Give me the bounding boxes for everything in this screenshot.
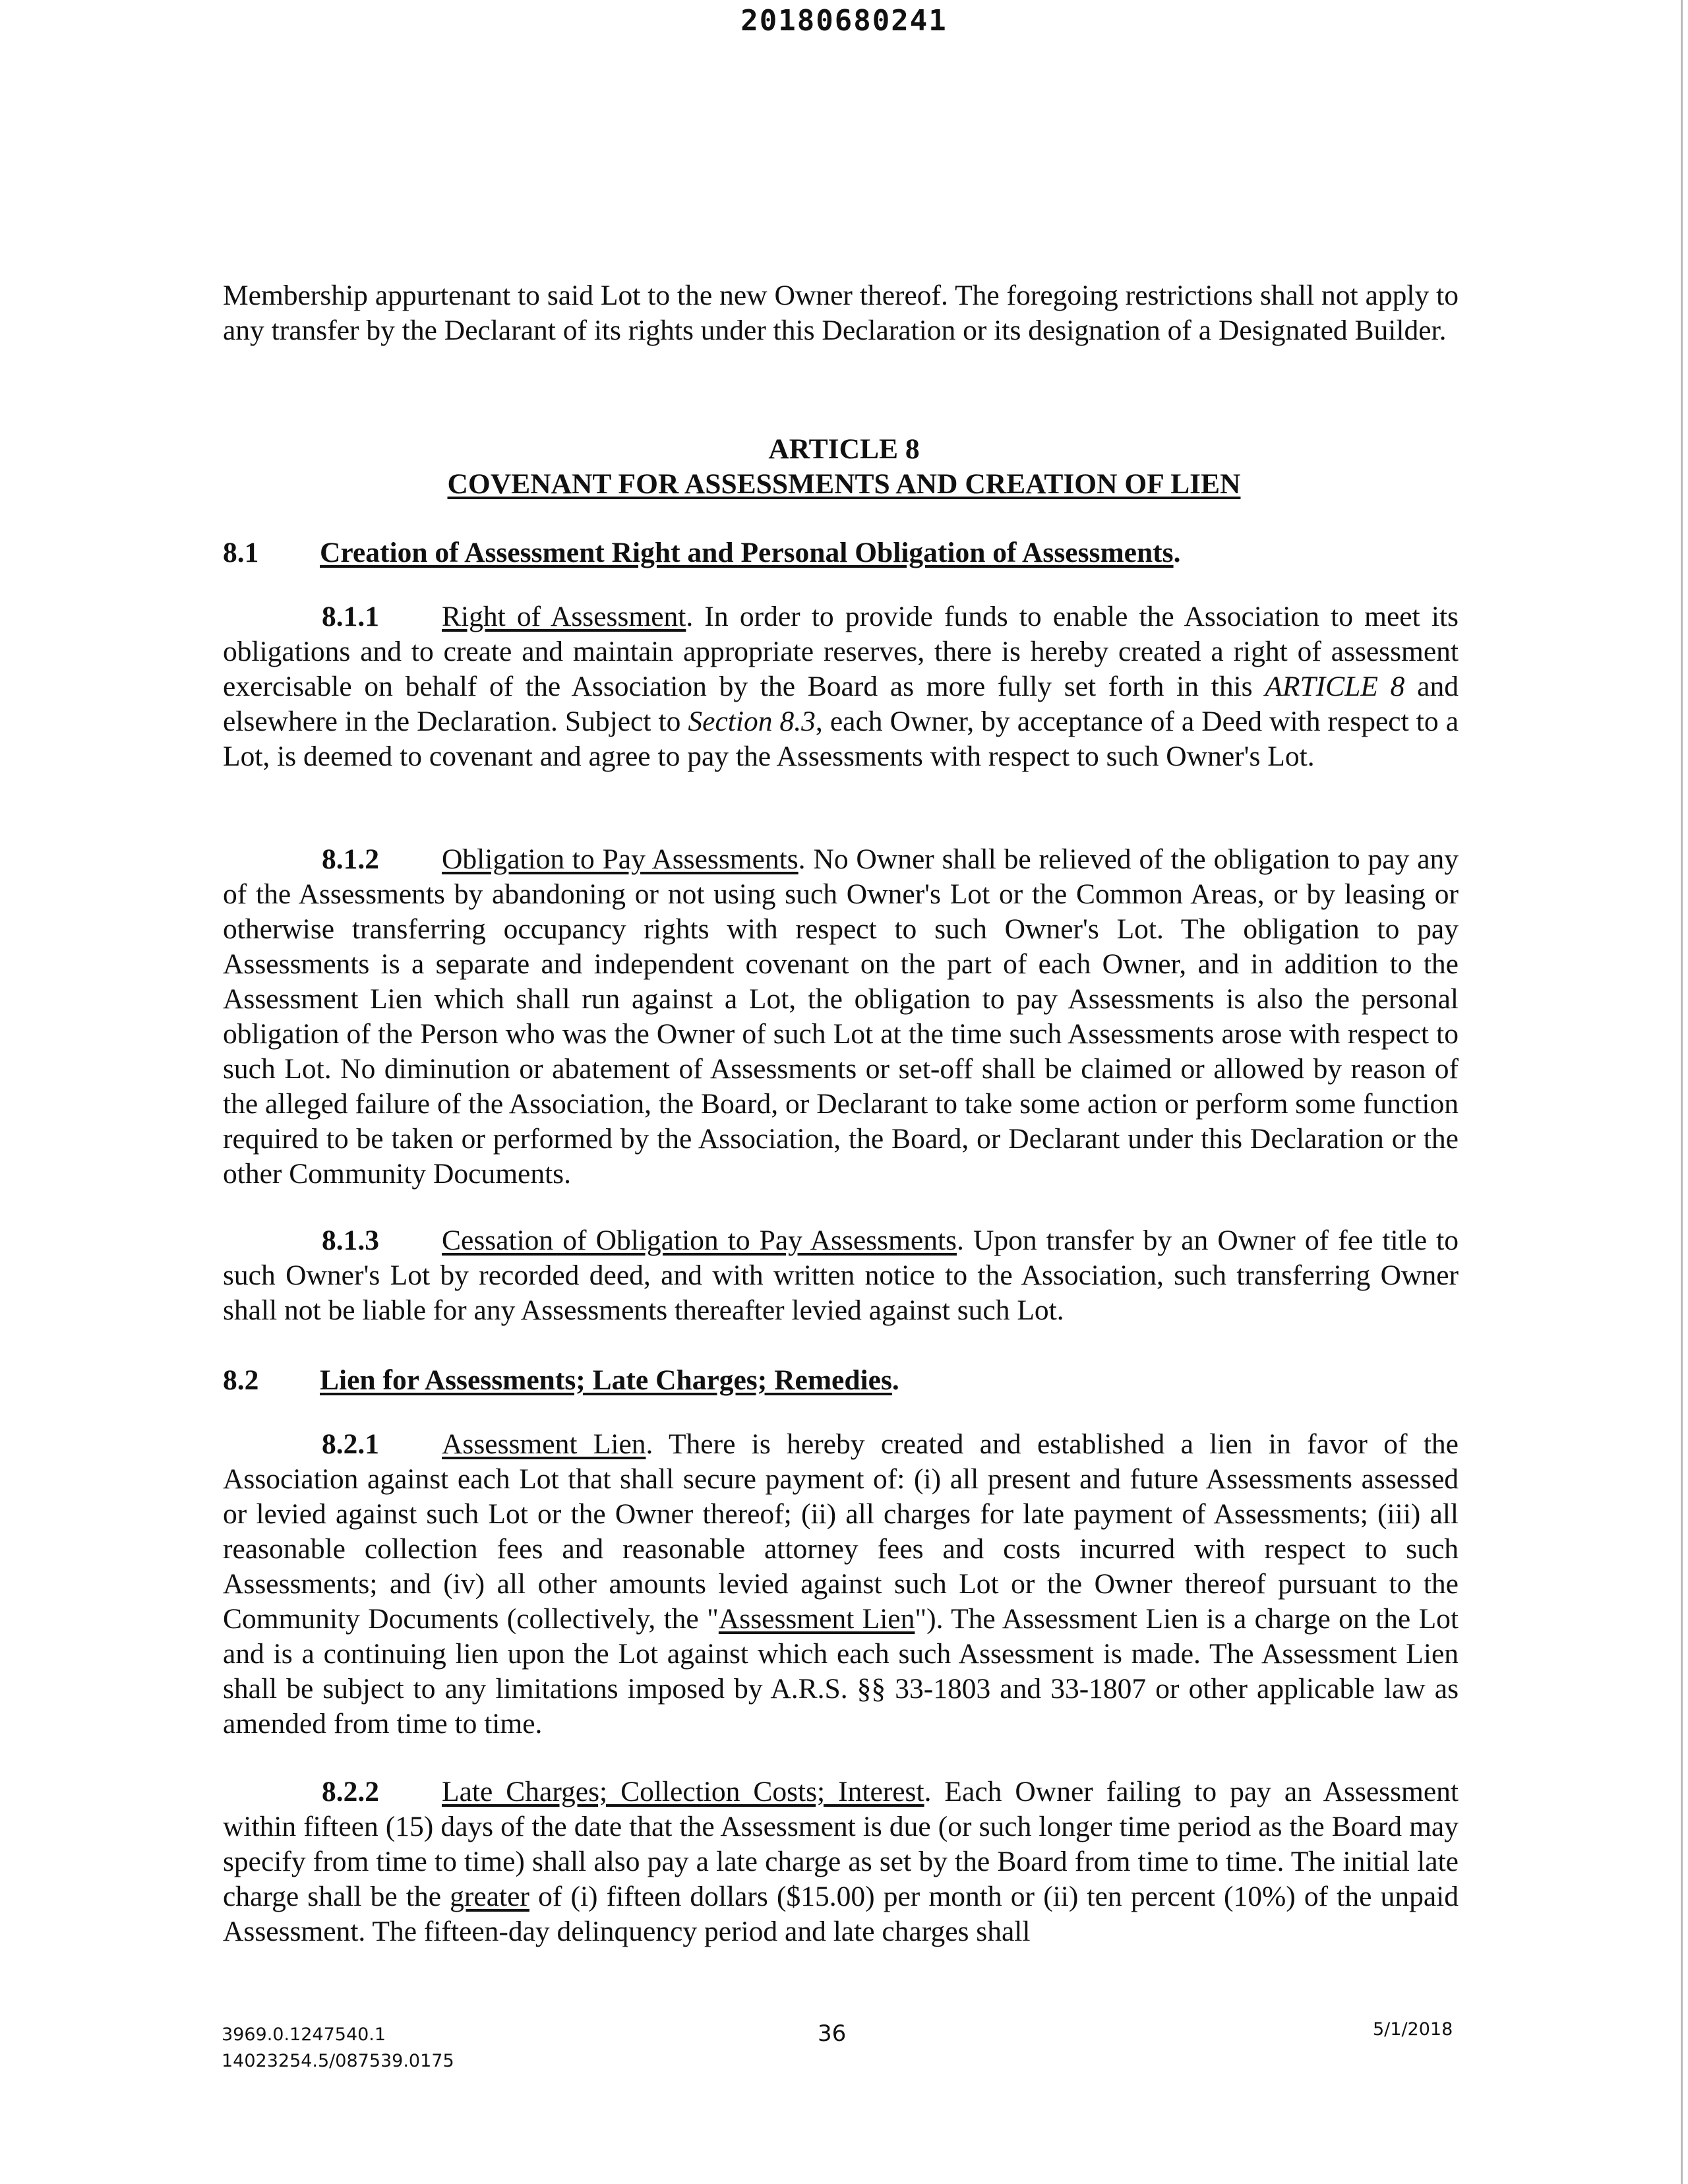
footer-doc-id: 3969.0.1247540.1 <box>222 2024 386 2045</box>
article-title: COVENANT FOR ASSESSMENTS AND CREATION OF LIEN <box>447 468 1241 500</box>
page-number: 36 <box>818 2020 847 2047</box>
footer-file-id: 14023254.5/087539.0175 <box>222 2051 454 2071</box>
section-number: 8.2.2 <box>322 1776 379 1807</box>
section-number: 8.1 <box>223 537 259 568</box>
section-title: Lien for Assessments; Late Charges; Remedies <box>320 1364 892 1396</box>
section-title: Late Charges; Collection Costs; Interest <box>442 1776 924 1807</box>
section-number: 8.1.3 <box>322 1225 379 1256</box>
article-label: ARTICLE 8 <box>768 433 920 465</box>
section-8-2-1 <box>223 1427 1459 1742</box>
section-number: 8.1.1 <box>322 601 379 632</box>
section-text: , each Owner, by acceptance of a Deed with respect to a Lot, is deemed to covenant and agree to pay the Assessments with respect to such Owner's Lot. <box>223 706 1459 772</box>
section-text: of (i) fifteen dollars ($15.00) per month or (ii) ten percent (10%) of the unpaid Assessment. The fifteen-day delinquency period and late charges shall <box>223 1881 1459 1947</box>
section-reference: Section 8.3 <box>688 706 816 737</box>
section-number: 8.2 <box>223 1364 259 1396</box>
recording-number: 20180680241 <box>740 4 948 38</box>
section-title: Right of Assessment <box>442 601 686 632</box>
scan-edge-line <box>1681 0 1683 2184</box>
section-title: Creation of Assessment Right and Personal Obligation of Assessments <box>320 537 1174 568</box>
emphasized-term: greater <box>450 1881 529 1912</box>
section-number: 8.1.2 <box>322 843 379 875</box>
defined-term: Assessment Lien <box>718 1603 915 1635</box>
article-reference: ARTICLE 8 <box>1265 671 1405 702</box>
section-text: . Each Owner failing to pay an Assessment within fifteen (15) days of the date that the Assessment is due (or such longer time period as the Board may specify from time to time) shall also pay a late charge as set by the Board from time to time. The initial late charge shall be the <box>223 1776 1459 1912</box>
section-title-end: . <box>891 1364 899 1396</box>
article-title-wrap <box>0 467 1688 502</box>
footer-date: 5/1/2018 <box>1373 2019 1453 2040</box>
section-8-2-2 <box>223 1774 1459 1949</box>
section-text: . In order to provide funds to enable the Association to meet its obligations and to create and maintain appropriate reserves, there is hereby created a right of assessment exercisable on behalf of the Association by the Board as more fully set forth in this <box>223 601 1459 702</box>
section-8-1-heading <box>223 535 1459 570</box>
section-text: "). The Assessment Lien is a charge on the Lot and is a continuing lien upon the Lot against which each such Assessment is made. The Assessment Lien shall be subject to any limitations imposed by A.R.S. §§ 33-1803 and 33-1807 or other applicable law as amended from time to time. <box>223 1603 1459 1740</box>
intro-paragraph: Membership appurtenant to said Lot to the new Owner thereof. The foregoing restrictions shall not apply to any transfer by the Declarant of its rights under this Declaration or its designation of a Designated Builder. <box>223 280 1459 346</box>
section-8-1-2 <box>223 842 1459 1192</box>
section-number: 8.2.1 <box>322 1428 379 1460</box>
section-title: Cessation of Obligation to Pay Assessments <box>442 1225 957 1256</box>
section-text: and elsewhere in the Declaration. Subject to <box>223 671 1459 737</box>
section-title: Assessment Lien <box>442 1428 646 1460</box>
section-text: . No Owner shall be relieved of the obligation to pay any of the Assessments by abandoning or not using such Owner's Lot or the Common Areas, or by leasing or otherwise transferring occupancy rights with respect to such Owner's Lot. The obligation to pay Assessments is a separate and independent covenant on the part of each Owner, and in addition to the Assessment Lien which shall run against a Lot, the obligation to pay Assessments is also the personal obligation of the Person who was the Owner of such Lot at the time such Assessments arose with respect to such Lot. No diminution or abatement of Assessments or set-off shall be claimed or allowed by reason of the alleged failure of the Association, the Board, or Declarant to take some action or perform some function required to be taken or performed by the Association, the Board, or Declarant under this Declaration or the other Community Documents. <box>223 843 1459 1190</box>
section-8-1-1 <box>223 599 1459 774</box>
section-title-end: . <box>1173 537 1181 568</box>
section-text: . Upon transfer by an Owner of fee title to such Owner's Lot by recorded deed, and with written notice to the Association, such transferring Owner shall not be liable for any Assessments thereafter levied against such Lot. <box>223 1225 1459 1326</box>
section-text: . There is hereby created and established a lien in favor of the Association against each Lot that shall secure payment of: (i) all present and future Assessments assessed or levied against such Lot or the Owner thereof; (ii) all charges for late payment of Assessments; (iii) all reasonable collection fees and reasonable attorney fees and costs incurred with respect to such Assessments; and (iv) all other amounts levied against such Lot or the Owner thereof pursuant to the Community Documents (collectively, the " <box>223 1428 1459 1635</box>
section-8-2-heading <box>223 1363 1459 1398</box>
section-title: Obligation to Pay Assessments <box>442 843 799 875</box>
section-8-1-3 <box>223 1223 1459 1328</box>
